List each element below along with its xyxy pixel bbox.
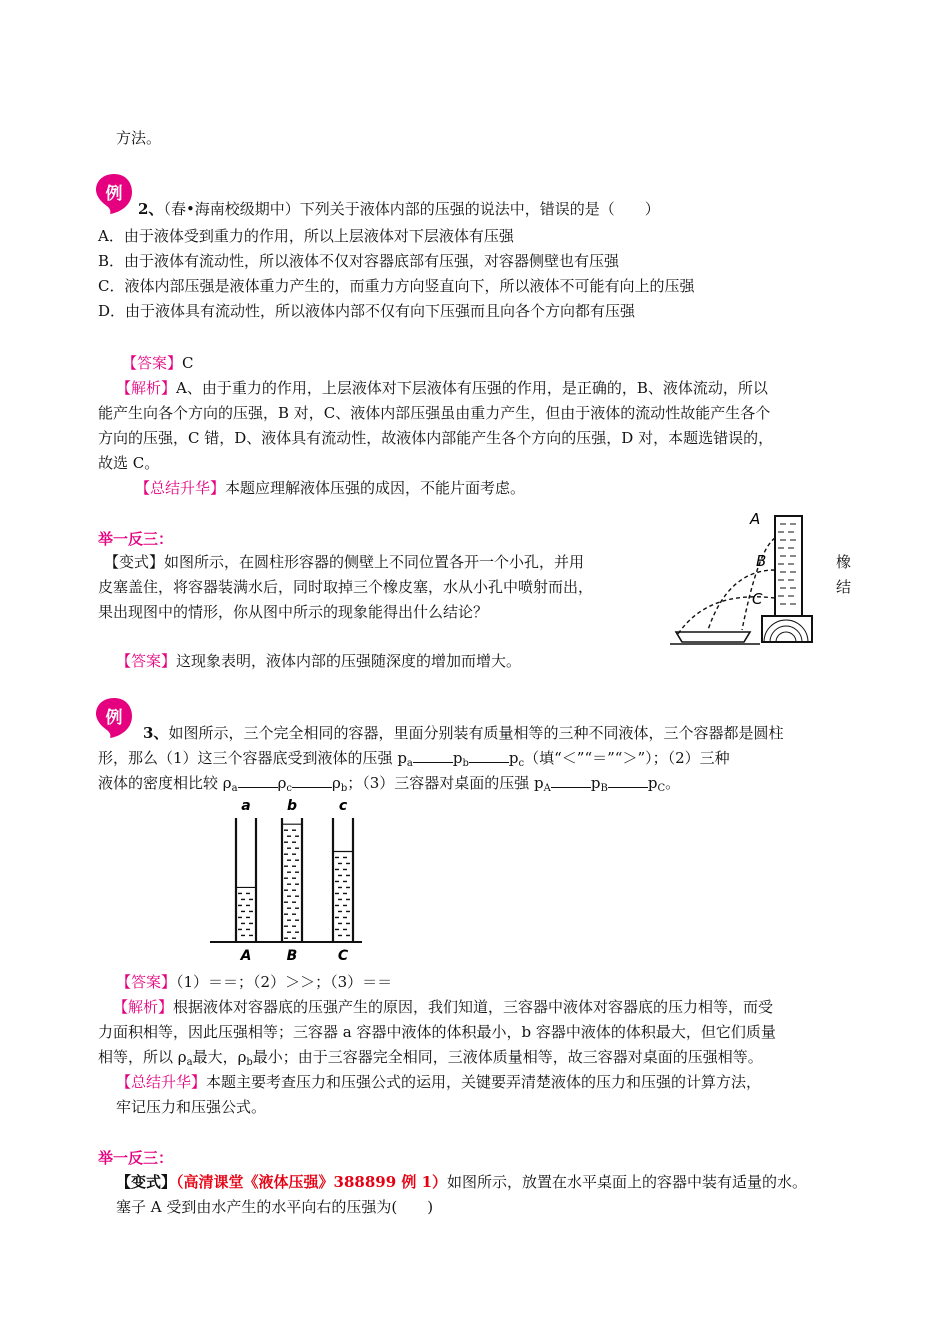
practice1-right-char-2: 结 xyxy=(836,578,852,596)
answer-tag: 【答案】 xyxy=(116,973,177,991)
figure-label-c: C xyxy=(752,590,763,608)
blank-field[interactable] xyxy=(413,748,453,763)
example-badge-icon xyxy=(94,172,134,216)
blank-field[interactable] xyxy=(292,773,332,788)
ex3-line-2: 形，那么（1）这三个容器底受到液体的压强 $p_a$ $p_b$ $p_c$（填“＜”“＝”“＞”）；（2）三种 xyxy=(98,749,730,769)
three-containers-figure xyxy=(206,796,366,964)
summary-tag: 【总结升华】 xyxy=(116,1073,207,1091)
container-label-b: b xyxy=(286,798,298,814)
practice2-line-1: 【变式】（高清课堂《液体压强》388899 例 1）如图所示，放置在水平桌面上的容器中装有适量的水。 xyxy=(116,1173,808,1191)
container-label-a: a xyxy=(241,798,251,814)
practice1-line-1: 【变式】如图所示，在圆柱形容器的侧壁上不同位置各开一个小孔，并用 xyxy=(104,553,585,571)
option-c: C．液体内部压强是液体重力产生的，而重力方向竖直向下，所以液体不可能有向上的压强 xyxy=(98,277,695,295)
container-label-C: C xyxy=(337,948,349,964)
container-label-B: B xyxy=(286,948,298,964)
ex3-summary-line-1: 【总结升华】本题主要考查压力和压强公式的运用，关键要弄清楚液体的压力和压强的计算方法， xyxy=(116,1073,762,1091)
blank-field[interactable] xyxy=(551,773,591,788)
blank-field[interactable] xyxy=(238,773,278,788)
practice1-line-2: 皮塞盖住，将容器装满水后，同时取掉三个橡皮塞，水从小孔中喷射而出， xyxy=(98,578,594,596)
summary-tag: 【总结升华】 xyxy=(135,479,226,497)
answer-tag: 【答案】 xyxy=(116,652,177,670)
container-liquid xyxy=(236,887,256,935)
ex3-line-3: 液体的密度相比较 $\rho_a$ $\rho_c$ $\rho_b$；（3）三容器对桌面的压强 $p_A$ $p_B$ $p_C$。 xyxy=(98,774,681,794)
practice2-line-2: 塞子 A 受到由水产生的水平向右的压强为( ) xyxy=(116,1198,434,1216)
example-2-number: 2、 xyxy=(138,200,164,218)
ex2-summary: 【总结升华】本题应理解液体压强的成因，不能片面考虑。 xyxy=(135,479,526,497)
blank-field[interactable] xyxy=(608,773,648,788)
option-b: B．由于液体有流动性，所以液体不仅对容器底部有压强，对容器侧壁也有压强 xyxy=(98,252,620,270)
container-liquid xyxy=(282,824,302,938)
ex3-analysis-line-3: 相等，所以 $\rho_a$最大，$\rho_b$最小；由于三容器完全相同，三液体质量相等，故三容器对桌面的压强相等。 xyxy=(98,1048,763,1068)
ex2-analysis-line-2: 能产生向各个方向的压强，B 对，C、液体内部压强虽由重力产生，但由于液体的流动性故能产生各个 xyxy=(98,404,771,422)
container-liquid xyxy=(333,851,353,935)
figure-label-a: A xyxy=(750,510,761,528)
ex3-analysis-line-2: 力面积相等，因此压强相等；三容器 a 容器中液体的体积最小，b 容器中液体的体积最大，但它们质量 xyxy=(98,1023,776,1041)
example-3-number: 3、 xyxy=(143,724,169,742)
ex3-line-1: 3、如图所示，三个完全相同的容器，里面分别装有质量相等的三种不同液体，三个容器都是圆柱 xyxy=(143,724,784,742)
analysis-tag: 【解析】 xyxy=(113,998,174,1016)
water-jet-figure xyxy=(668,510,818,646)
ex3-answer: 【答案】（1）＝＝；（2）＞＞；（3）＝＝ xyxy=(116,973,393,991)
example-badge-icon xyxy=(94,696,134,740)
option-a: A．由于液体受到重力的作用，所以上层液体对下层液体有压强 xyxy=(98,227,514,245)
ex2-analysis-line-4: 故选 C。 xyxy=(98,454,160,472)
practice-heading-2: 举一反三： xyxy=(98,1149,174,1167)
answer-text: C xyxy=(182,354,194,372)
ex3-summary-line-2: 牢记压力和压强公式。 xyxy=(116,1098,267,1116)
figure-label-b: B xyxy=(756,552,767,570)
ex2-analysis-line-3: 方向的压强，C 错，D、液体具有流动性，故液体内部能产生各个方向的压强，D 对，本题选错误的， xyxy=(98,429,774,447)
ex2-answer xyxy=(122,353,194,373)
variant-tag: 【变式】 xyxy=(104,553,165,571)
container-label-c: c xyxy=(338,798,348,814)
practice-heading-1: 举一反三： xyxy=(98,530,174,548)
example-2-question xyxy=(138,199,660,219)
example-2-text: （春•海南校级期中）下列关于液体内部的压强的说法中，错误的是（ ） xyxy=(163,200,660,218)
answer-tag: 【答案】 xyxy=(122,354,183,372)
practice1-right-char-1: 橡 xyxy=(836,553,852,571)
badge-label: 例 xyxy=(105,708,123,728)
analysis-tag: 【解析】 xyxy=(116,379,177,397)
container-label-A: A xyxy=(240,948,252,964)
continued-text: 方法。 xyxy=(116,129,162,147)
badge-label: 例 xyxy=(105,184,123,204)
ex2-analysis-line-1: 【解析】A、由于重力的作用，上层液体对下层液体有压强的作用，是正确的，B、液体流动，所以 xyxy=(116,379,768,397)
ex3-analysis-line-1: 【解析】根据液体对容器底的压强产生的原因，我们知道，三容器中液体对容器底的压力相等，而受 xyxy=(113,998,774,1016)
source-reference: （高清课堂《液体压强》388899 例 1） xyxy=(176,1173,448,1191)
practice1-answer: 【答案】这现象表明，液体内部的压强随深度的增加而增大。 xyxy=(116,652,522,670)
blank-field[interactable] xyxy=(469,748,509,763)
option-d: D．由于液体具有流动性，所以液体内部不仅有向下压强而且向各个方向都有压强 xyxy=(98,302,636,320)
variant-tag: 【变式】 xyxy=(116,1173,177,1191)
practice1-line-3: 果出现图中的情形，你从图中所示的现象能得出什么结论？ xyxy=(98,603,489,621)
